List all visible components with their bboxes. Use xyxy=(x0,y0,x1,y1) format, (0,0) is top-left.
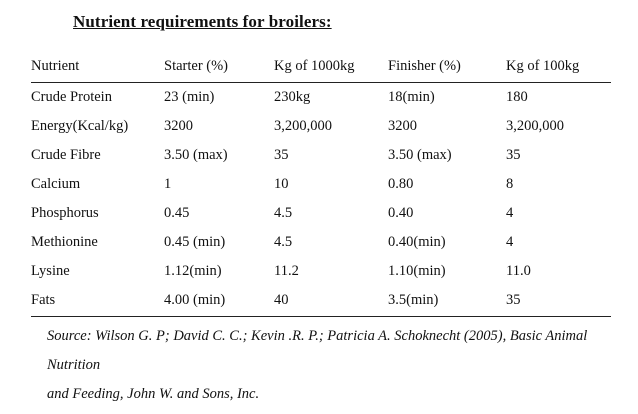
kg-1000-cell: 4.5 xyxy=(274,205,293,221)
kg-100-cell: 35 xyxy=(506,147,521,163)
nutrient-cell: Crude Fibre xyxy=(31,147,101,163)
kg-100-cell: 35 xyxy=(506,292,521,308)
kg-1000-cell: 40 xyxy=(274,292,289,308)
kg-100-cell: 180 xyxy=(506,89,528,105)
header-starter: Starter (%) xyxy=(164,58,229,74)
nutrient-table xyxy=(31,52,611,315)
kg-1000-cell: 4.5 xyxy=(274,234,293,250)
table-row xyxy=(31,112,611,141)
nutrient-cell: Calcium xyxy=(31,176,81,192)
kg-1000-cell: 35 xyxy=(274,147,289,163)
nutrient-cell: Phosphorus xyxy=(31,205,99,221)
nutrient-cell: Methionine xyxy=(31,234,98,250)
kg-100-cell: 3,200,000 xyxy=(506,118,564,134)
nutrient-cell: Crude Protein xyxy=(31,89,112,105)
table-bottom-rule xyxy=(31,316,611,317)
source-line: and Feeding, John W. and Sons, Inc. xyxy=(47,386,260,402)
kg-100-cell: 4 xyxy=(506,234,514,250)
starter-cell: 1.12(min) xyxy=(164,263,222,279)
header-kg-1000: Kg of 1000kg xyxy=(274,58,355,74)
nutrient-cell: Lysine xyxy=(31,263,70,279)
table-header-row xyxy=(31,52,611,83)
starter-cell: 0.45 (min) xyxy=(164,234,226,250)
kg-1000-cell: 11.2 xyxy=(274,263,299,279)
header-finisher: Finisher (%) xyxy=(388,58,461,74)
finisher-cell: 0.40 xyxy=(388,205,414,221)
kg-100-cell: 8 xyxy=(506,176,514,192)
starter-cell: 3.50 (max) xyxy=(164,147,228,163)
finisher-cell: 0.80 xyxy=(388,176,414,192)
nutrient-cell: Energy(Kcal/kg) xyxy=(31,118,129,134)
page-title: Nutrient requirements for broilers: xyxy=(73,12,332,31)
source-citation xyxy=(47,322,622,409)
starter-cell: 1 xyxy=(164,176,172,192)
kg-100-cell: 11.0 xyxy=(506,263,531,279)
table-row xyxy=(31,83,611,112)
finisher-cell: 3.50 (max) xyxy=(388,147,452,163)
kg-1000-cell: 10 xyxy=(274,176,289,192)
starter-cell: 3200 xyxy=(164,118,193,134)
kg-100-cell: 4 xyxy=(506,205,514,221)
finisher-cell: 1.10(min) xyxy=(388,263,446,279)
table-row xyxy=(31,228,611,257)
finisher-cell: 18(min) xyxy=(388,89,435,105)
table-row xyxy=(31,141,611,170)
table-row xyxy=(31,286,611,315)
starter-cell: 23 (min) xyxy=(164,89,215,105)
header-nutrient: Nutrient xyxy=(31,58,80,74)
finisher-cell: 3200 xyxy=(388,118,417,134)
source-line: Source: Wilson G. P; David C. C.; Kevin .R. P.; Patricia A. Schoknecht (2005), Basic Animal Nutrition xyxy=(47,328,588,373)
finisher-cell: 3.5(min) xyxy=(388,292,439,308)
header-kg-100: Kg of 100kg xyxy=(506,58,580,74)
table-row xyxy=(31,199,611,228)
starter-cell: 0.45 xyxy=(164,205,190,221)
kg-1000-cell: 230kg xyxy=(274,89,311,105)
table-row xyxy=(31,170,611,199)
starter-cell: 4.00 (min) xyxy=(164,292,226,308)
table-row xyxy=(31,257,611,286)
nutrient-cell: Fats xyxy=(31,292,56,308)
finisher-cell: 0.40(min) xyxy=(388,234,446,250)
kg-1000-cell: 3,200,000 xyxy=(274,118,332,134)
